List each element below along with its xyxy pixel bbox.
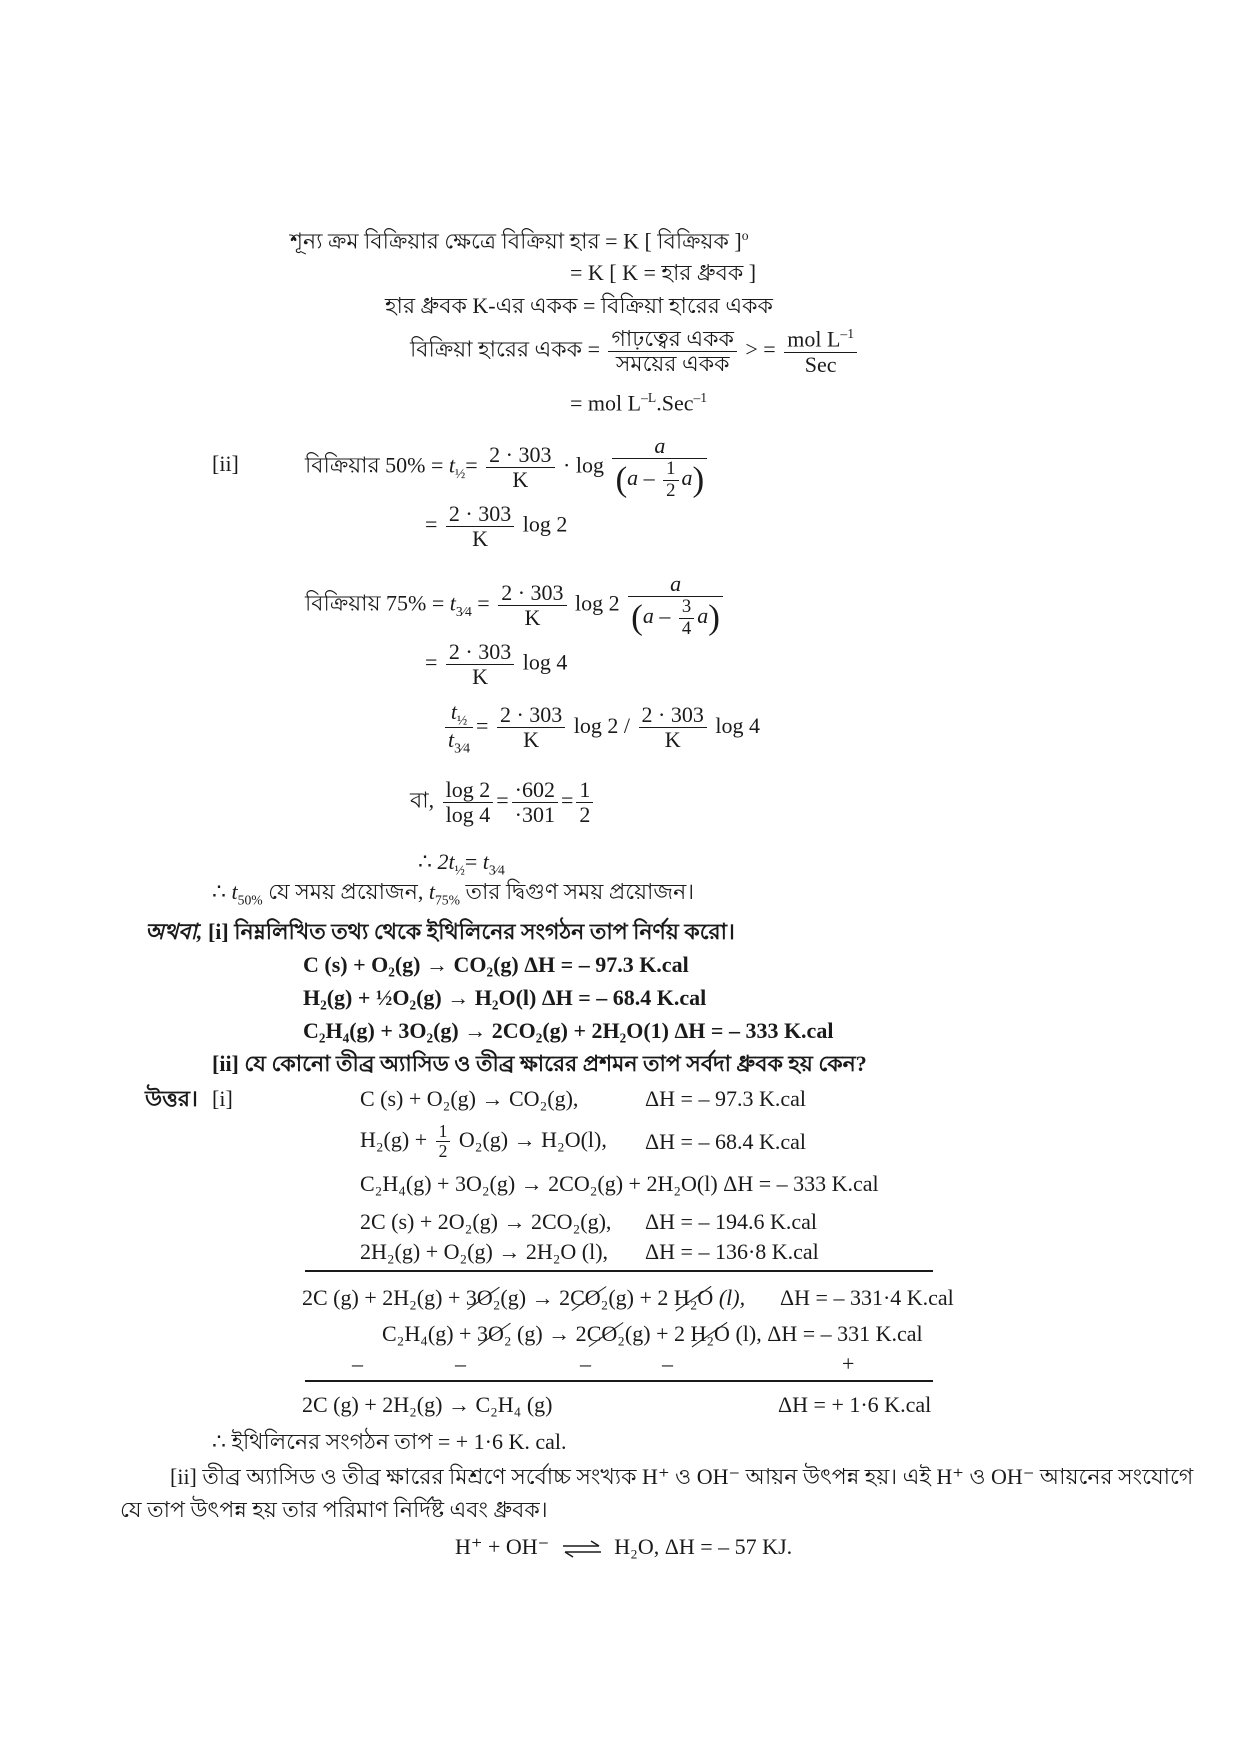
conclusion-line: ∴ $t_{50\%}$ যে সময় প্রয়োজন, $t_{75\%}$ তার দ্বিগুণ সময় প্রয়োজন।	[212, 879, 695, 908]
answer-i-label: [i]	[212, 1086, 233, 1111]
question-line-2: [ii] যে কোনো তীব্র অ্যাসিড ও তীব্র ক্ষারের প্রশমন তাপ সর্বদা ধ্রুবক হয় কেন?	[212, 1051, 867, 1076]
question-eq-1: C (s) + O₂(g) → CO₂(g) ΔH = – 97.3 K.cal	[303, 952, 689, 977]
rate-unit-line: বিক্রিয়া হারের একক = $\frac{\text{গাঢ়ত্বের একক}}{\text{সময়ের একক}}$ > = $\frac{mol L^{-1}}{\text{Sec}}$	[410, 326, 860, 377]
answer-eq-3: C₂H₄(g) + 3O₂(g) → 2CO₂(g) + 2H₂O(l) ΔH = – 333 K.cal	[360, 1171, 879, 1196]
half-life-50-line: বিক্রিয়ার $50\% = t_{\frac{1}{2}}=$ $\frac{2 \cdot 303}{K}$ · log a (a – $\frac{1}{2}$ a)	[305, 434, 710, 501]
answer-eq-1-dh: ΔH = – 97.3 K.cal	[645, 1086, 806, 1111]
sum-rule	[305, 1270, 933, 1272]
unit-fraction: $\frac{\text{গাঢ়ত্বের একক}}{\text{সময়ের একক}}$	[608, 327, 736, 376]
answer-label: উত্তর।	[145, 1086, 198, 1111]
zero-order-line-5: = mol $L^{-L}.Sec^{-1}$	[570, 390, 708, 416]
sign-3: –	[580, 1351, 591, 1376]
sum-eq: 2C (g) + 2H₂(g) + 3O₂(g) → 2CO₂(g) + 2 H₂O (l),	[302, 1285, 746, 1310]
sign-5: +	[842, 1351, 855, 1376]
answer-eq-1: C (s) + O₂(g) → CO₂(g),	[360, 1086, 579, 1111]
question-line-1: অথবা, [i] নিম্নলিখিত তথ্য থেকে ইথিলিনের সংগঠন তাপ নির্ণয় করো।	[145, 919, 735, 944]
result-eq: 2C (g) + 2H₂(g) → C₂H₄ (g)	[302, 1392, 553, 1417]
sum-eq-dh: ΔH = – 331·4 K.cal	[780, 1285, 954, 1310]
therefore-line: ∴ $2t_{\frac{1}{2}}= t_{3⁄4}$	[418, 849, 505, 878]
answer-eq-2: H₂(g) + $\frac{1}{2}$ O₂(g) → H₂O(l),	[360, 1121, 607, 1162]
question-eq-3: C₂H₄(g) + 3O₂(g) → 2CO₂(g) + 2H₂O(1) ΔH = – 333 K.cal	[303, 1018, 834, 1043]
half-life-75-line: বিক্রিয়ায় $75\% = t_{3⁄4}$ = $\frac{2 \cdot 303}{K}$ log 2 a (a – $\frac{3}{4}$ a)	[305, 572, 726, 639]
ba-line: বা, $\frac{\log 2}{\log 4}$ = $\frac{\cdot 602}{\cdot 301}$ = $\frac{1}{2}$	[410, 778, 596, 827]
ratio-line: $\frac{t_{\frac{1}{2}}}{t_{3⁄4}}$ = $\frac{2 \cdot 303}{K}$ log 2 / $\frac{2 \cdot 303}{K}$ log 4	[442, 700, 760, 756]
answer-ii-line-2: যে তাপ উৎপন্ন হয় তার পরিমাণ নির্দিষ্ট এবং ধ্রুবক।	[120, 1497, 548, 1522]
subtract-eq: C₂H₄(g) + 3O₂ (g) → 2CO₂(g) + 2 H₂O (l), ΔH = – 331 K.cal	[382, 1321, 923, 1346]
half-life-50-line-2: = $\frac{2 \cdot 303}{K}$ log 2	[425, 501, 568, 552]
part-ii-label: [ii]	[212, 451, 239, 476]
answer-ii-line-1: [ii] তীব্র অ্যাসিড ও তীব্র ক্ষারের মিশ্রণে সর্বোচ্চ সংখ্যক H⁺ ও OH⁻ আয়ন উৎপন্ন হয়। এই H⁺ ও OH⁻ আয়নের সংযোগে	[170, 1464, 1194, 1489]
question-eq-2: H₂(g) + ½O₂(g) → H₂O(l) ΔH = – 68.4 K.cal	[303, 985, 707, 1010]
mol-fraction: $\frac{mol L^{-1}}{\text{Sec}}$	[784, 326, 857, 377]
answer-eq-5-dh: ΔH = – 136·8 K.cal	[645, 1239, 819, 1264]
equilibrium-arrow-icon	[561, 1539, 603, 1559]
zero-order-line-1: শূন্য ক্রম বিক্রিয়ার ক্ষেত্রে বিক্রিয়া হার = K [ বিক্রিয়ক ]$^o$	[290, 228, 749, 254]
sign-2: –	[455, 1351, 466, 1376]
result-eq-dh: ΔH = + 1·6 K.cal	[778, 1392, 932, 1417]
answer-conclusion: ∴ ইথিলিনের সংগঠন তাপ = + 1·6 K. cal.	[212, 1429, 567, 1454]
answer-eq-4-dh: ΔH = – 194.6 K.cal	[645, 1209, 817, 1234]
sign-1: –	[352, 1351, 363, 1376]
sign-4: –	[662, 1351, 673, 1376]
answer-eq-5: 2H₂(g) + O₂(g) → 2H₂O (l),	[360, 1239, 609, 1264]
answer-eq-2-dh: ΔH = – 68.4 K.cal	[645, 1129, 806, 1154]
answer-eq-4: 2C (s) + 2O₂(g) → 2CO₂(g),	[360, 1209, 612, 1234]
neutralization-eq: H⁺ + OH⁻ H₂O, ΔH = – 57 KJ.	[455, 1534, 793, 1559]
zero-order-line-2: = K [ K = হার ধ্রুবক ]	[570, 260, 757, 285]
result-rule	[305, 1380, 933, 1382]
half-life-75-line-2: = $\frac{2 \cdot 303}{K}$ log 4	[425, 639, 568, 690]
zero-order-line-3: হার ধ্রুবক K-এর একক = বিক্রিয়া হারের একক	[385, 293, 773, 318]
